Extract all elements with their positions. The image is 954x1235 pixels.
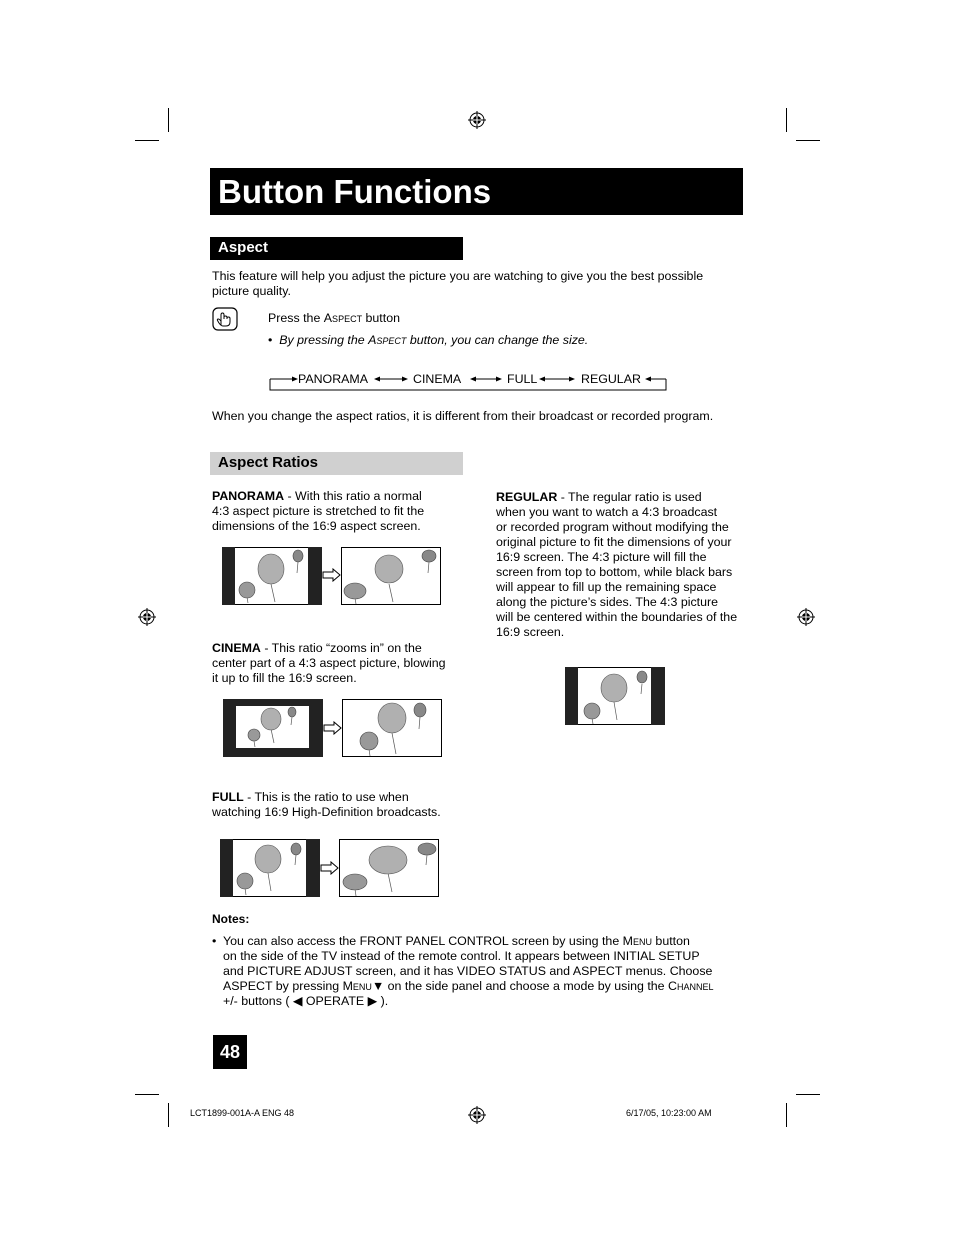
cinema-description: CINEMA - This ratio “zooms in” on the center part of a 4:3 aspect picture, blowing it up to fill the 16:9 screen. [212,641,446,685]
registration-mark-icon [468,1106,486,1124]
balloon-picture-icon [341,547,441,605]
crop-mark [796,1094,820,1095]
arrow-right-icon [322,568,342,582]
press-finger-icon [212,307,238,331]
regular-description: REGULAR - The regular ratio is used when you want to watch a 4:3 broadcast or recorded program without modifying the original picture to fit the dimensions of your 16:9 screen. The 4:3 picture will fill the screen from top to bottom, while black bars will appear to fill up the remaining space along the picture’s sides. The 4:3 picture will be centered within the boundaries of the 16:9 screen. [496,490,738,639]
balloon-picture-icon [565,667,665,725]
footer-right: 6/17/05, 10:23:00 AM [626,1108,712,1118]
full-description: FULL - This is the ratio to use when watching 16:9 High-Definition broadcasts. [212,790,441,819]
footer-left: LCT1899-001A-A ENG 48 [190,1108,295,1118]
arrow-right-icon [320,861,340,875]
crop-mark [786,108,787,132]
crop-mark [168,1103,169,1127]
balloon-picture-icon [223,699,323,757]
flow-label-full: FULL [507,372,538,386]
down-triangle-icon: ▼ [371,979,385,993]
balloon-picture-icon [222,547,322,605]
section-heading-aspect: Aspect [218,239,269,256]
crop-mark [135,1094,159,1095]
flow-label-cinema: CINEMA [413,372,462,386]
arrow-right-icon [323,721,343,735]
notes-bullet: • [212,934,217,948]
aspect-note: When you change the aspect ratios, it is different from their broadcast or recorded program. [212,409,714,423]
flow-label-panorama: PANORAMA [298,372,368,386]
crop-mark [796,140,820,141]
registration-mark-icon [138,608,156,626]
balloon-picture-icon [342,699,442,757]
page-number: 48 [219,1042,241,1062]
press-bullet: • By pressing the Aspect button, you can change the size. [268,333,589,347]
page-title: Button Functions [218,173,492,210]
registration-mark-icon [797,608,815,626]
registration-mark-icon [468,111,486,129]
flow-label-regular: REGULAR [581,372,641,386]
balloon-picture-icon [339,839,439,897]
crop-mark [135,140,159,141]
intro-text: This feature will help you adjust the picture you are watching to give you the best possible picture quality. [212,269,704,298]
press-instruction: Press the Aspect button [268,311,400,325]
panorama-description: PANORAMA - With this ratio a normal 4:3 aspect picture is stretched to fit the dimensions of the 16:9 aspect screen. [212,489,425,533]
crop-mark [786,1103,787,1127]
notes-text: You can also access the FRONT PANEL CONTROL screen by using the Menu button on the side of the TV instead of the remote control. It appears between INITIAL SETUP and PICTURE ADJUST screen, and it has VIDEO STATUS and ASPECT menus. Choose ASPECT by pressing Menu▼ on the side panel and choose a mode by using the Channel +/- buttons ( ◀ OPERATE ▶ ). [223,934,714,1008]
notes-title: Notes: [212,912,250,926]
section-heading-aspect-ratios: Aspect Ratios [218,454,319,471]
balloon-picture-icon [220,839,320,897]
crop-mark [168,108,169,132]
